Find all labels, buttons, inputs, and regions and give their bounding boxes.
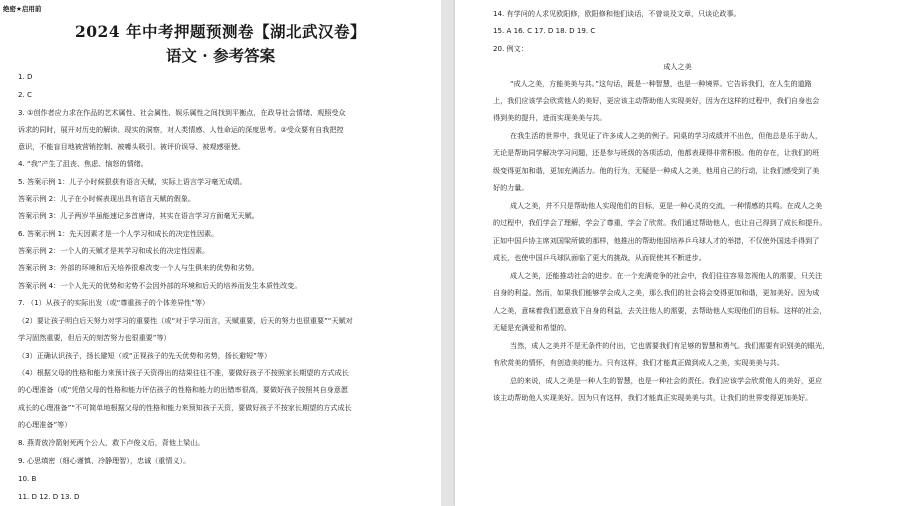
essay-line: 无疑是充满爱和希望的。 <box>493 323 572 332</box>
answer-line: 7. （1）从孩子的实际出发（或“尊重孩子的个体差异性”等） <box>18 298 210 307</box>
secret-label: 绝密★启用前 <box>3 5 42 13</box>
essay-line: 的过程中，我们学会了理解，学会了尊重，学会了欣赏。我们通过帮助他人，也让自己得到了成长和提升。 <box>493 218 827 227</box>
answer-line: 答案示例 2：一个人的天赋才是其学习和成长的决定性因素。 <box>18 246 210 255</box>
essay-line: 级变得更加和谐，更加充满活力。他的行为，无疑是一种成人之美，他用自己的行动，让我们感受到了美 <box>493 166 820 175</box>
answer-line: 11. D 12. D 13. D <box>18 492 80 501</box>
answer-line: 9. 心思缜密（细心谨慎、冷静理智），忠诚（重情义）。 <box>18 456 191 465</box>
answer-line: 1. D <box>18 72 33 81</box>
document-title: 2024 年中考押题预测卷【湖北武汉卷】 <box>74 22 367 41</box>
answer-line: 3. ①创作者应力求在作品的艺术属性、社会属性、娱乐属性之间找到平衡点，在政导社会情绪、观照受众 <box>18 108 346 117</box>
answer-line: 20. 例文： <box>493 44 528 53</box>
answer-line: 诉求的同时，展开对历史的解读、现实的洞察，对人类情感、人性命运的深度思考。②受众要有自我把控 <box>18 125 344 134</box>
essay-title: 成人之美 <box>663 62 692 71</box>
essay-line: 人之美，意味着我们愿意放下自身的利益，去关注他人的需要，去帮助他人实现他们的目标。这样的社会， <box>493 306 827 315</box>
essay-line: 总的来说，成人之美是一种人生的智慧，也是一种社会的责任。我们应该学会欣赏他人的美好，更应 <box>510 376 823 385</box>
answer-line: 14. 有学问的人求见欧阳修，欧阳修和他们谈话，不曾谈及文章，只谈论政事。 <box>493 9 741 18</box>
answer-line: 的心理准备（或“凭借父母的性格和能力评估孩子的性格和能力的出错率很高，要做好孩子按照其自身意愿 <box>18 385 348 394</box>
answer-line: （3）正确认识孩子，扬长避短（或“正视孩子的先天优势和劣势，扬长避短”等） <box>18 351 272 360</box>
answer-line: 学习固然重要，但后天的刻苦努力也很重要”等） <box>18 333 171 342</box>
essay-line: 无论是帮助同学解决学习问题，还是参与班级的各项活动，他都表现得非常积极。他的存在，让我们的班 <box>493 148 820 157</box>
essay-line: “成人之美，方能美美与共。”这句话，既是一种智慧，也是一种境界。它告诉我们，在人生的道路 <box>510 79 812 88</box>
answer-line: 2. C <box>18 90 32 99</box>
answer-line: 意识，不能盲目地被营销控制、被噱头吸引、被评价误导、被观感驱使。 <box>18 142 245 151</box>
document-subtitle: 语文 · 参考答案 <box>165 46 276 65</box>
document-page-right <box>455 0 900 506</box>
essay-line: 当然，成人之美并不是无条件的付出，它也需要我们有足够的智慧和勇气。我们需要有识别美的眼光， <box>510 341 830 350</box>
essay-line: 上，我们应该学会欣赏他人的美好，更应该主动帮助他人实现美好，因为在这样的过程中，我们自身也会 <box>493 96 820 105</box>
page-gap <box>441 0 455 506</box>
answer-line: （2）要让孩子明白后天努力对学习的重要性（或“对于学习而言，天赋重要，后天的努力也很重要”“天赋对 <box>18 316 353 325</box>
answer-line: 答案示例 3：外部的环境和后天培养很难改变一个人与生俱来的优势和劣势。 <box>18 263 259 272</box>
answer-line: （4）根据父母的性格和能力来预计孩子天资得出的结果往往不准，要做好孩子不按照家长期望的方式成长 <box>18 368 349 377</box>
answer-line: 6. 答案示例 1：先天因素才是一个人学习和成长的决定性因素。 <box>18 229 219 238</box>
essay-line: 成人之美，并不只是帮助他人实现他们的目标，更是一种心灵的交流，一种情感的共鸣。在成人之美 <box>510 201 823 210</box>
document-page-left <box>0 0 441 506</box>
answer-line: 答案示例 2：儿子在小时候表现出具有语言天赋的假象。 <box>18 194 196 203</box>
answer-line: 答案示例 4：一个人先天的优势和劣势不会因外部的环境和后天的培养而发生本质性改变。 <box>18 281 302 290</box>
essay-line: 该主动帮助他人实现美好。因为只有这样，我们才能真正实现美美与共，让我们的世界变得更加美好。 <box>493 393 813 402</box>
answer-line: 8. 燕青放冷箭射死两个公人，救下卢俊义后，背他上梁山。 <box>18 438 205 447</box>
answer-line: 成长的心理准备”“不可简单地根据父母的性格和能力来预知孩子天资，要做好孩子不按家长期望的方式成长 <box>18 403 352 412</box>
essay-line: 自身的利益。然而，如果我们能够学会成人之美，那么我们的社会将会变得更加和谐，更加美好。因为成 <box>493 288 820 297</box>
answer-line: 15. A 16. C 17. D 18. D 19. C <box>493 26 596 35</box>
answer-line: 10. B <box>18 474 37 483</box>
essay-line: 成人之美，还能推动社会的进步。在一个充满竞争的社会中，我们往往容易忽视他人的需要，只关注 <box>510 271 823 280</box>
answer-line: 4. “我”产生了沮丧、焦虑、恼怒的情绪。 <box>18 159 148 168</box>
essay-line: 成长，也使中国乒乓球队面临了更大的挑战，从而促使其不断进步。 <box>493 253 706 262</box>
essay-line: 有欣赏美的情怀，有创造美的能力。只有这样，我们才能真正做到成人之美，实现美美与共。 <box>493 358 784 367</box>
answer-line: 5. 答案示例 1：儿子小时候狠获有语言天赋，实际上语言学习毫无成绩。 <box>18 177 247 186</box>
essay-line: 在我生活的世界中，我见证了许多成人之美的例子。同桌的学习成绩并不出色，但他总是乐于助人， <box>510 131 823 140</box>
answer-line: 的心理准备”等） <box>18 420 72 429</box>
essay-line: 得到美的提升，进而实现美美与共。 <box>493 113 607 122</box>
essay-line: 正如中国乒协主席刘国梁所做的那样，他推出的帮助他国培养乒乓球人才的举措，不仅使外国选手得到了 <box>493 236 820 245</box>
answer-line: 答案示例 3：儿子两岁半虽能速记多首唐诗，其实在语言学习方面毫无天赋。 <box>18 211 259 220</box>
essay-line: 好的力量。 <box>493 183 529 192</box>
